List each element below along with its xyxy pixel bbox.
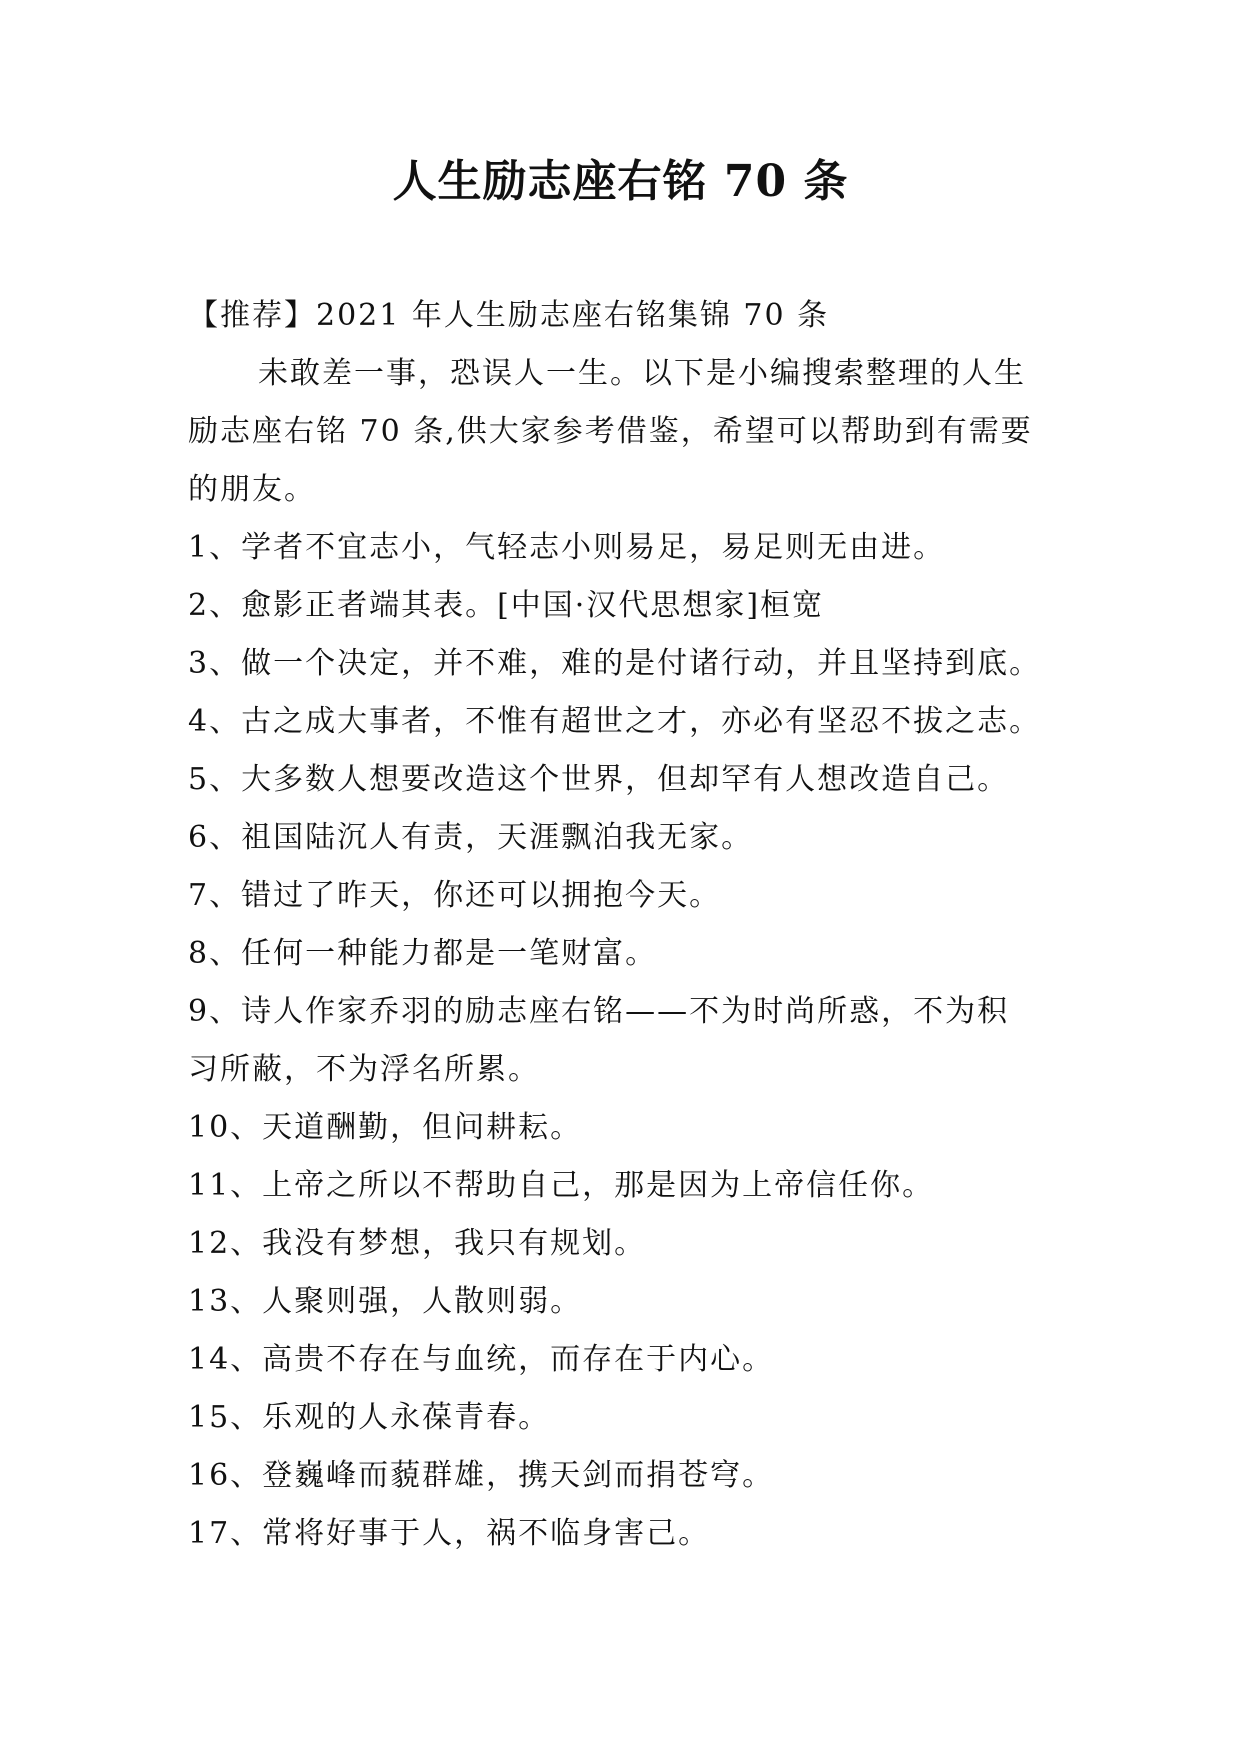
motto-line: 14、高贵不存在与血统，而存在于内心。 [188, 1342, 775, 1377]
intro-line: 励志座右铭 70 条,供大家参考借鉴，希望可以帮助到有需要 [188, 414, 1033, 449]
motto-line: 4、古之成大事者，不惟有超世之才，亦必有坚忍不拔之志。 [188, 704, 1042, 739]
motto-line: 6、祖国陆沉人有责，天涯飘泊我无家。 [188, 820, 754, 855]
motto-line: 5、大多数人想要改造这个世界，但却罕有人想改造自己。 [188, 762, 1010, 797]
intro-line: 未敢差一事，恐误人一生。以下是小编搜索整理的人生 [258, 356, 1026, 391]
motto-line: 11、上帝之所以不帮助自己，那是因为上帝信任你。 [188, 1168, 935, 1203]
motto-line: 9、诗人作家乔羽的励志座右铭——不为时尚所惑，不为积 [188, 994, 1010, 1029]
motto-line: 习所蔽，不为浮名所累。 [188, 1052, 540, 1087]
motto-line: 2、愈影正者端其表。[中国·汉代思想家]桓宽 [188, 588, 825, 623]
motto-line: 8、任何一种能力都是一笔财富。 [188, 936, 658, 971]
document-subtitle: 【推荐】2021 年人生励志座右铭集锦 70 条 [188, 298, 830, 333]
motto-line: 10、天道酬勤，但问耕耘。 [188, 1110, 583, 1145]
motto-line: 3、做一个决定，并不难，难的是付诸行动，并且坚持到底。 [188, 646, 1042, 681]
motto-line: 13、人聚则强，人散则弱。 [188, 1284, 583, 1319]
motto-line: 17、常将好事于人，祸不临身害己。 [188, 1516, 711, 1551]
document-body [188, 287, 1088, 1563]
motto-line: 7、错过了昨天，你还可以拥抱今天。 [188, 878, 722, 913]
motto-line: 16、登巍峰而藐群雄，携天剑而捐苍穹。 [188, 1458, 775, 1493]
motto-line: 12、我没有梦想，我只有规划。 [188, 1226, 647, 1261]
intro-line: 的朋友。 [188, 472, 316, 507]
motto-line: 15、乐观的人永葆青春。 [188, 1400, 551, 1435]
document-title: 人生励志座右铭 70 条 [392, 156, 849, 207]
motto-line: 1、学者不宜志小，气轻志小则易足，易足则无由进。 [188, 530, 946, 565]
